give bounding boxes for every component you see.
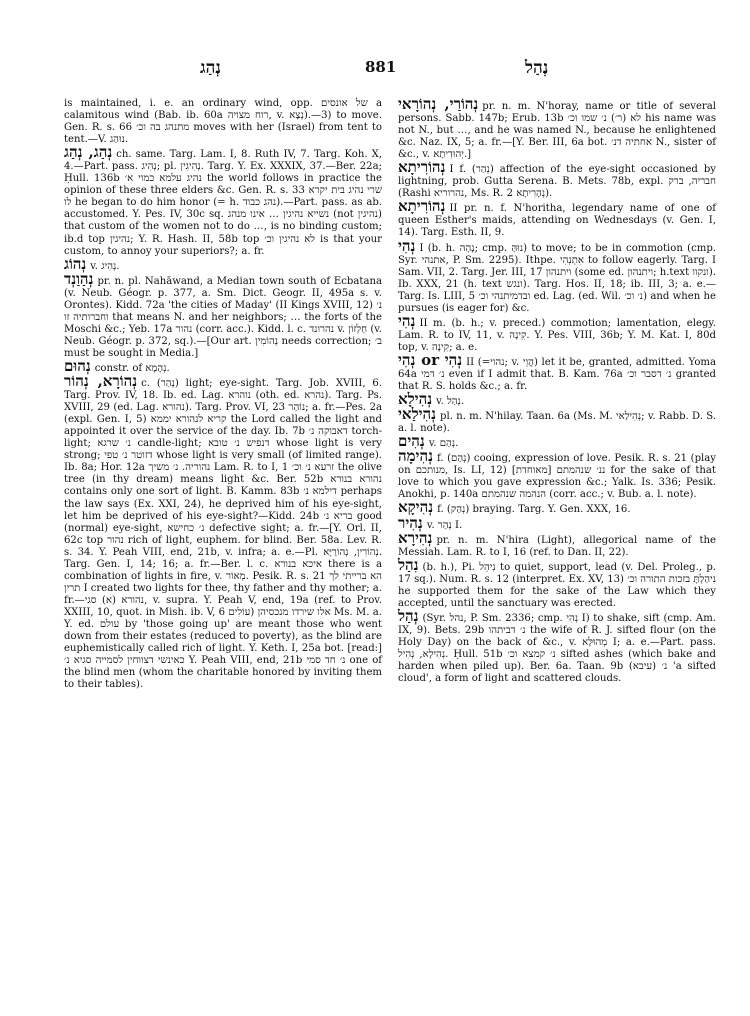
entry-text: v. נְהַר I. (426, 519, 463, 531)
entry-text: II pr. n. f. N'horitha, legendary name of one of queen Esther's maids, attending on Wednesdays (v. Gen. I, 14). Targ. Esth. II, 9. (398, 203, 716, 239)
dictionary-entry (398, 311, 716, 354)
entry-text: constr. of נְהָמָא. (94, 362, 170, 374)
dictionary-entry (64, 254, 382, 273)
entry-headword: נְהַל (398, 606, 419, 625)
entry-headword: נְהוֹרָא, נְהוֹר (64, 372, 138, 391)
dictionary-entry (64, 143, 383, 257)
entry-text: f. (נְהַם) cooing, expression of love. Pesik. R. s. 21 (play on מנותכם, Is. LI, 12) [מאוחדת] ננ׳ שנהמתם for the sake of that love to which you gave expression &c.; Yalk. Is. 336; Pesik. Anokhi, p. 140a הנהמה שנהמתם (corr. acc.; v. Bub. a. l. note). (398, 453, 716, 501)
entry-text: pr. n. m. N'horay, name or title of several persons. Sabb. 147b; Erub. 13b לא (ר׳) נ׳ שמו וכ׳ his name was not N., but …, and he was named N., because he enlightened &c. Naz. IX, 5; a. fr.—[Y. Ber. III, 6a bot. אחתיה דנ׳ N., sister of &c., v. יְהוּדִיתָא.] (398, 101, 717, 161)
entry-headword: נְהוּם (64, 356, 91, 375)
entry-text: pl. n. m. N'hilay. Taan. 6a (Ms. M. נְהִילַאי; v. Rabb. D. S. a. l. note). (398, 411, 716, 435)
entry-text: pr. n. m. N'hira (Light), allegorical name of the Messiah. Lam. R. to I, 16 (ref. to Dan. II, 22). (398, 534, 716, 558)
dictionary-entry (398, 390, 716, 409)
dictionary-entry (398, 197, 716, 239)
dictionary-entry (398, 350, 716, 393)
entry-headword: נְהִירָא (398, 528, 433, 547)
entry-headword: נְהִי (398, 236, 416, 255)
dictionary-entry (398, 513, 716, 532)
dictionary-entry (398, 606, 717, 685)
entry-headword: נְהַוַנְד (64, 269, 94, 288)
dictionary-entry (64, 372, 383, 691)
entry-text: II m. (b. h.; v. preced.) commotion; lamentation, elegy. Lam. R. to IV, 11, v. קִינָה. Y. Pes. VIII, 36b; Y. M. Kat. I, 80d top, v. קִינָה; a. e. (398, 317, 716, 353)
running-head-left: נְהַג (200, 58, 221, 78)
page-number: 881 (365, 58, 397, 76)
dictionary-entry (398, 447, 716, 501)
entry-headword: נְהִילַאי (398, 405, 437, 424)
entry-headword: נְהִי or נְהִי (398, 350, 463, 369)
entry-text: ch. same. Targ. Lam. I, 8. Ruth IV, 7. Targ. Koh. X, 4.—Part. pass. נְהִיג; pl. נְהִיגִין. Targ. Y. Ex. XXXIX, 37.—Ber. 22a; Ḥull. 136b נהיג עלמא כמוי א׳ the world follows in practice the opinion of these three elders &c. Gen. R. s. 33 שרי נהיג בית יקרא לו he began to do him honor (= h. נהג כבוד).—Part. pass. as ab. accustomed. Y. Pes. IV, 30c sq. נשייא נהיגין … אינו מנהג (not נהיגין) that custom of the women not to do …, is no binding custom; ib.d top נהיגין; Y. R. Hash. II, 58b top לא נהיגין וכ׳ is that your custom, to annoy your superiors?; a. fr. (64, 149, 383, 257)
entry-headword: נְהִים (398, 432, 425, 451)
right-column (398, 95, 717, 685)
entry-text: pr. n. pl. Nahāwand, a Median town south of Ecbatana (v. Neub. Géogr. p. 377, a. Sm. Dict. Geogr. II, 495a s. v. Orontes). Kidd. 72a 'the cities of Maday' (II Kings XVIII, 12) נ׳ וחברותיה זו that means N. and her neighbors; … the forts of the Moschi &c.; Yeb. 17a נהור (corr. acc.). Kidd. l. c. נהרונד v. חַלְזוֹן (v. Neub. Géogr. p. 372, sq.).—[Our art. נְהוֹמִין needs correction; ב׳ must be sought in Media.] (64, 275, 383, 359)
entry-headword: נְהוֹג (64, 254, 87, 273)
entry-headword: נְהִיר (398, 513, 423, 532)
entry-text: II (=נהוי; v. הֲוֵי) let it be, granted, admitted. Yoma 64a נ׳ דמי even if I admit that. B. Kam. 76a נ׳ דסבר וכ׳ granted that R. S. holds &c.; a. fr. (398, 356, 716, 393)
entry-text: I f. (נְהַר) affection of the eye-sight occasioned by lightning, prob. Gutta Serena. B. Mets. 78b, expl. חבריה, ברק (Rashi נהרוריא, Ms. R. 2 נְהָרִיתָא). (398, 164, 716, 200)
entry-headword: נְהוֹרִיתָא (398, 158, 446, 177)
entry-headword: נְהִילָא (398, 390, 433, 409)
entry-headword: נְהוֹרִיתָא (398, 197, 446, 216)
entry-text: v. נְהַל. (436, 396, 465, 408)
dictionary-entry (398, 498, 716, 517)
entry-text: v. נְהַם. (428, 438, 459, 450)
dictionary-entry (64, 269, 383, 360)
dictionary-entry (398, 555, 716, 610)
entry-text: c. (נְהַר) light; eye-sight. Targ. Job. XVIII, 6. Targ. Prov. IV, 18. Ib. ed. Lag. נוהרא (oth. ed. נהרא). Targ. Ps. XVIII, 29 (ed. Lag. נהורא). Targ. Prov. VI, 23 נוֹהַר; a. fr.—Pes. 2a (expl. Gen. I, 5) קריא לנהורא יממא the Lord called the light and appointed it over the service of the day. Ib. 7b דאבוקה נ׳ torch-light; נ׳ שרגא candle-light; דנפיש נ׳ טובא whose light is very strong; דזוטר נ׳ טפי whose light is very small (of limited range). Ib. 8a; Hor. 12a נהוריה. נ׳ משיך Lam. R. to I, 1 זרעא נ׳ וכ׳ the olive tree (in thy dream) means light &c. Ber. 52b נהורא בנורא contains only one sort of light. B. Kamm. 83b דילמא נ׳ perhaps the law says (Ex. XXI, 24), he deprived him of his eye-sight, let him be deprived of his eye-sight?—Kidd. 24b בריא נ׳ good (normal) eye-sight, נ׳ כחישא defective sight; a. fr.—[Y. Orl. II, 62c top נהור rich of light, euphem. for blind. Ber. 58a. Lev. R. s. 34. Y. Peah VIII, end, 21b, v. infra; a. e.—Pl. נְהוֹרִין, נְהוֹרַיָּא. Targ. Gen. I, 14; 16; a. fr.—Ber. l. c. איכא בנורא there is a combination of lights in fire, v. מְאוֹר. Pesik. R. s. 21 הא ברייתי לך תרין I created two lights for thee, thy father and thy mother; a. fr.—נהורא (א) סגי, v. supra. Y. Peah V, end, 19a (ref. to Prov. XXIII, 10, quot. in Mish. ib. V, 6 עוֹלִים) אלו שירדו מנכסיהן Ms. M. a. Y. ed. עולם by 'those going up' are meant those who went down from their estates (reduced to poverty), as the blind are euphemistically called rich of light. Y. Keth. I, 25a bot. [read:] כאינשי דצווחין לסמייה סגיא נ׳ Y. Peah VIII, end, 21b נ׳ חד סמי one of the blind men (whom the charitable honored by inviting them to their tables). (64, 378, 383, 691)
entry-headword: נְהוֹרַי, נְהוֹרָאי (398, 95, 479, 113)
dictionary-entry (398, 432, 716, 451)
running-head-right: נְהַל (525, 58, 549, 78)
left-column (64, 98, 382, 691)
entry-headword: נְהִימָה (398, 447, 433, 466)
dictionary-entry (398, 528, 716, 559)
dictionary-entry (398, 95, 717, 161)
entry-text: (Syr. נהל, P. Sm. 2336; cmp. נְהִי I) to shake, sift (cmp. Am. IX, 9). Bets. 29b נ׳ דביתהו the wife of R. J. sifted flour (on the Holy Day) on the back of &c., v. מְהוּלָּא I; a. e.—Part. pass. נְהִילָא, נְהִיל. Ḥull. 51b נ׳ קמצא וכ׳ sifted ashes (which bake and harden when piled up). Ber. 6a. Taan. 9b (עיבא) נ׳ 'a sifted cloud', a form of light and scattered clouds. (398, 612, 717, 685)
entry-headword: נִהַל (398, 555, 419, 574)
dictionary-entry (64, 98, 382, 146)
dictionary-entry (398, 405, 716, 435)
entry-text: v. נְהִיג. (90, 260, 120, 272)
entry-text: is maintained, i. e. an ordinary wind, opp. של אונסים a calamitous wind (Bab. ib. 60a רוח מצויה, v. נְצָא).—3) to move. Gen. R. s. 66 מתנהג בה וכ׳ moves with her (Israel) from tent to tent.—V. נוּהַג. (64, 98, 382, 146)
entry-headword: נְהַג, נְהַג (64, 143, 113, 162)
dictionary-entry (398, 236, 717, 315)
dictionary-entry (398, 158, 716, 200)
entry-headword: נְהִי (398, 311, 416, 330)
entry-text: (b. h.), Pi. נִיהֵל to quiet, support, lead (v. Del. Proleg., p. 17 sq.). Num. R. s. 12 (interpret. Ex. XV, 13) נִיהַלְתָּ בזכות התורה וכ׳ he supported them for the sake of the Law which they accepted, until the sanctuary was erected. (398, 561, 716, 609)
entry-text: f. (נְהַק) braying. Targ. Y. Gen. XXX, 16. (437, 504, 631, 516)
entry-text: I (b. h. נָהָה; cmp. נוּהַּ) to move; to be in commotion (cmp. Syr. אתנהי, P. Sm. 2295). Ithpe. אִתְנְהִי to follow eagerly. Targ. I Sam. VII, 2. Targ. Jer. III, 17 ויתנהון (some ed. ויתנהון; h.text ונקוו). Ib. XXX, 21 (h. text ונגש). Targ. Hos. II, 18; ib. III, 3; a. e.—Targ. Is. LIII, 5 ובדמיתנהי וכ׳ ed. Lag. (ed. Wil. נ׳ וכ׳) and when he pursues (is eager for) &c. (398, 242, 717, 314)
entry-headword: נְהִיקָא (398, 498, 434, 517)
